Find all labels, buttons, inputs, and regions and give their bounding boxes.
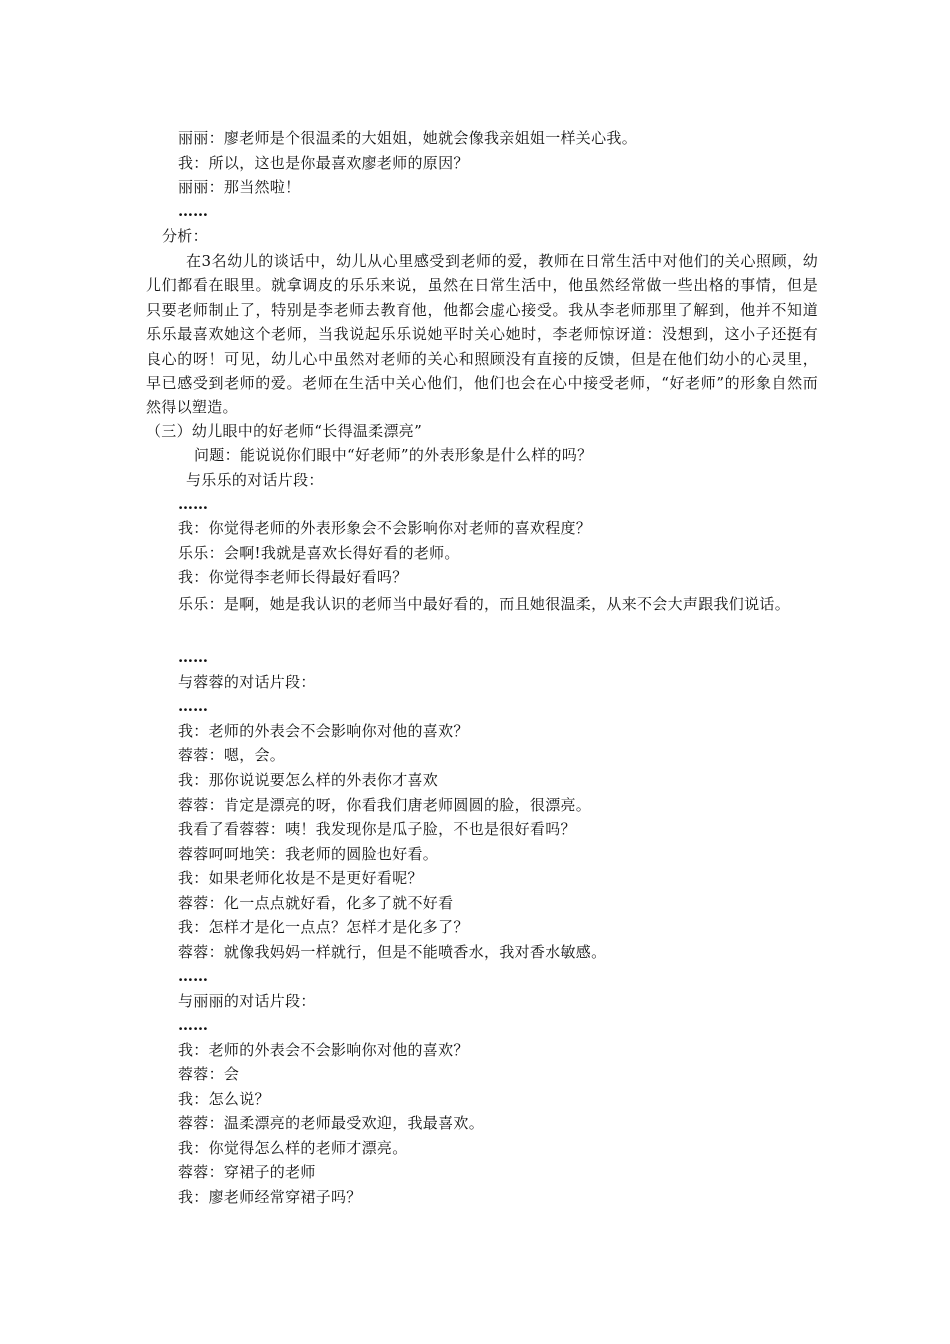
ellipsis: …… [178, 967, 208, 985]
ellipsis: …… [178, 1016, 208, 1034]
section-heading: （三）幼儿眼中的好老师“长得温柔漂亮” [146, 422, 423, 440]
dialogue-line: 我：你觉得怎么样的老师才漂亮。 [178, 1139, 408, 1157]
dialogue-line: 丽丽：那当然啦！ [178, 178, 301, 196]
dialogue-line: 我：所以，这也是你最喜欢廖老师的原因？ [178, 154, 469, 172]
dialogue-line: 丽丽：廖老师是个很温柔的大姐姐，她就会像我亲姐姐一样关心我。 [178, 129, 638, 147]
dialogue-line: 我：廖老师经常穿裙子吗？ [178, 1188, 362, 1206]
question-line: 问题：能说说你们眼中“好老师”的外表形象是什么样的吗？ [194, 446, 593, 464]
dialogue-line: 蓉蓉呵呵地笑：我老师的圆脸也好看。 [178, 845, 439, 863]
dialogue-line: 我：怎样才是化一点点？怎样才是化多了？ [178, 918, 469, 936]
dialogue-line: 蓉蓉：会 [178, 1065, 240, 1083]
dialogue-title: 与蓉蓉的对话片段： [178, 673, 316, 691]
dialogue-line: 我：如果老师化妆是不是更好看呢？ [178, 869, 423, 887]
ellipsis: …… [178, 697, 208, 715]
dialogue-title: 与乐乐的对话片段： [186, 471, 324, 489]
dialogue-line: 蓉蓉：穿裙子的老师 [178, 1163, 316, 1181]
dialogue-line: 我：你觉得李老师长得最好看吗？ [178, 568, 408, 586]
dialogue-line: 我：你觉得老师的外表形象会不会影响你对老师的喜欢程度？ [178, 519, 592, 537]
dialogue-line: 蓉蓉：化一点点就好看，化多了就不好看 [178, 894, 454, 912]
dialogue-line: 乐乐：是啊，她是我认识的老师当中最好看的，而且她很温柔，从来不会大声跟我们说话。 [178, 595, 791, 613]
dialogue-line: 我：老师的外表会不会影响你对他的喜欢？ [178, 722, 469, 740]
dialogue-line: 我：怎么说？ [178, 1090, 270, 1108]
dialogue-title: 与丽丽的对话片段： [178, 992, 316, 1010]
analysis-paragraph: 在3名幼儿的谈话中，幼儿从心里感受到老师的爱，教师在日常生活中对他们的关心照顾，幼儿们都看在眼里。就拿调皮的乐乐来说，虽然在日常生活中，他虽然经常做一些出格的事情，但是只要老师制止了，特别是李老师去教育他，他都会虚心接受。我从李老师那里了解到，他并不知道乐乐最喜欢她这个老师，当我说起乐乐说她平时关心她时，李老师惊讶道：没想到，这小子还挺有良心的呀！可见，幼儿心中虽然对老师的关心和照顾没有直接的反馈，但是在他们幼小的心灵里，早已感受到老师的爱。老师在生活中关心他们，他们也会在心中接受老师，“好老师”的形象自然而然得以塑造。 [146, 252, 818, 417]
dialogue-line: 乐乐：会啊!我就是喜欢长得好看的老师。 [178, 544, 460, 562]
dialogue-line: 蓉蓉：嗯，会。 [178, 746, 286, 764]
dialogue-line: 我：那你说说要怎么样的外表你才喜欢 [178, 771, 439, 789]
dialogue-line: 我看了看蓉蓉：咦！我发现你是瓜子脸，不也是很好看吗？ [178, 820, 576, 838]
dialogue-line: 蓉蓉：肯定是漂亮的呀，你看我们唐老师圆圆的脸，很漂亮。 [178, 796, 592, 814]
ellipsis: …… [178, 202, 208, 220]
analysis-heading: 分析： [162, 227, 208, 245]
ellipsis: …… [178, 495, 208, 513]
ellipsis: …… [178, 648, 208, 666]
dialogue-line: 我：老师的外表会不会影响你对他的喜欢？ [178, 1041, 469, 1059]
dialogue-line: 蓉蓉：就像我妈妈一样就行，但是不能喷香水，我对香水敏感。 [178, 943, 607, 961]
dialogue-line: 蓉蓉：温柔漂亮的老师最受欢迎，我最喜欢。 [178, 1114, 485, 1132]
